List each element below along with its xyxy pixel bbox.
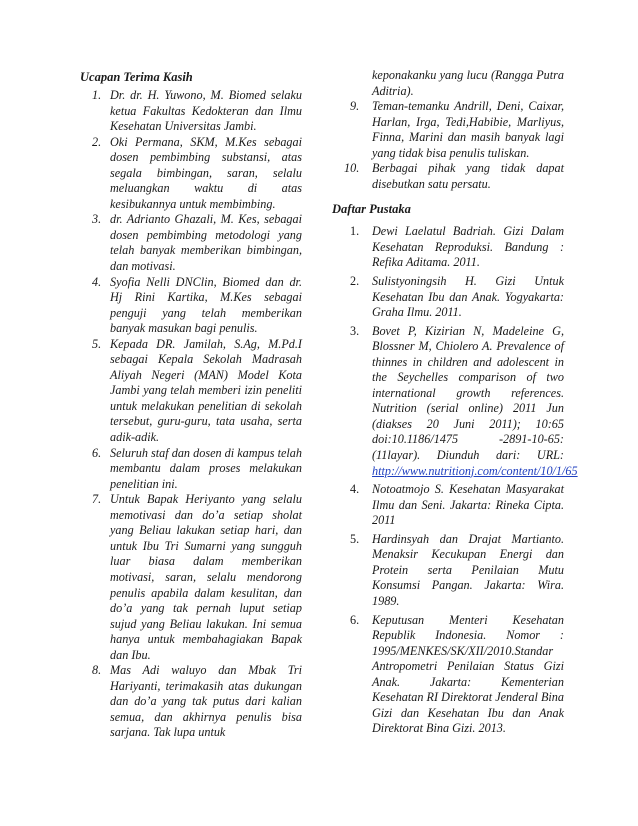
reference-item: [332, 224, 564, 271]
item-number: 6.: [92, 445, 102, 460]
list-item: [80, 337, 302, 446]
list-item: [80, 135, 302, 213]
item-number: 4.: [350, 482, 360, 497]
item-number: 8.: [92, 663, 102, 678]
item-text: Seluruh staf dan dosen di kampus telah membantu dalam proses melakukan penelitian ini.: [110, 445, 302, 491]
item-text: Dr. dr. H. Yuwono, M. Biomed selaku ketua Fakultas Kedokteran dan Ilmu Kesehatan Universitas Jambi.: [110, 88, 302, 134]
item-number: 2.: [350, 274, 360, 289]
list-item: [80, 446, 302, 493]
list-item: [332, 99, 564, 161]
list-item: [80, 275, 302, 337]
item-text: Untuk Bapak Heriyanto yang selalu memotivasi dan do’a setiap sholat yang Beliau lakukan setiap hari, dan untuk Ibu Tri Sumarni yang sungguh luar biasa dalam memberikan motivasi, saran, selalu mendorong penulis apabila dalam kesulitan, dan do’a yang tak pernah luput setiap sujud yang Beliau lakukan. Ini semua hanya untuk membahagiakan Bapak dan Ibu.: [110, 492, 302, 662]
reference-item: [332, 323, 578, 479]
item-text: Hardinsyah dan Drajat Martianto. Menaksir Kecukupan Energi dan Protein serta Penilaian Mutu Konsumsi Pangan. Jakarta: Wira. 1989.: [372, 531, 564, 608]
item-text: Bovet P, Kizirian N, Madeleine G, Blossner M, Chiolero A. Prevalence of thinnes in children and adolescent in the Seychelles comparison of two international growth references. Nutrition (serial online) 2011 Jun (diakses 20 Juni 2011); 10:65 doi:10.1186/1475 -2891-10-65: (11layar). Diunduh dari: URL:: [372, 323, 564, 463]
list-item: [80, 88, 302, 135]
item-text: Keputusan Menteri Kesehatan Republik Indonesia. Nomor : 1995/MENKES/SK/XII/2010.Standar Antropometri Penilaian Status Gizi Anak. Jakarta: Kementerian Kesehatan RI Direktorat Jenderal Bina Gizi dan Kesehatan Ibu dan Anak Direktorat Bina Gizi. 2013.: [372, 612, 564, 736]
item-number: 5.: [92, 336, 102, 351]
item-text: Mas Adi waluyo dan Mbak Tri Hariyanti, terimakasih atas dukungan dan do’a yang tak putus dari kalian semua, dan akhirnya penulis bisa sarjana. Tak lupa untuk: [110, 663, 302, 740]
item-text: Sulistyoningsih H. Gizi Untuk Kesehatan Ibu dan Anak. Yogyakarta: Graha Ilmu. 2011.: [372, 274, 564, 320]
reference-item: [332, 482, 564, 529]
item-text: dr. Adrianto Ghazali, M. Kes, sebagai dosen pembimbing metodologi yang telah banyak memberikan bimbingan, dan motivasi.: [110, 212, 302, 274]
list-item: [80, 492, 302, 663]
list-item: [332, 161, 564, 192]
acknowledgements-heading: Ucapan Terima Kasih: [80, 70, 193, 84]
item-number: 10.: [344, 161, 360, 176]
item-number: 7.: [92, 492, 102, 507]
item-number: 3.: [92, 212, 102, 227]
list-item-continuation: keponakanku yang lucu (Rangga Putra Aditria).: [372, 68, 564, 98]
list-item: [80, 663, 302, 741]
right-column: [332, 68, 578, 740]
item-number: 1.: [350, 224, 360, 239]
acknowledgements-list: [80, 88, 302, 741]
acknowledgements-list-continued: [332, 99, 564, 192]
reference-item: [332, 613, 564, 737]
reference-item: [332, 532, 564, 610]
item-number: 5.: [350, 531, 360, 546]
list-item: [80, 212, 302, 274]
left-column: [80, 68, 302, 741]
references-heading: Daftar Pustaka: [332, 202, 411, 217]
item-text: Kepada DR. Jamilah, S.Ag, M.Pd.I sebagai Kepala Sekolah Madrasah Aliyah Negeri (MAN) Model Kota Jambi yang telah memberi izin peneliti untuk melakukan penelitian di sekolah tersebut, guru-guru, tata usaha, serta adik-adik.: [110, 336, 302, 445]
reference-item: [332, 274, 564, 321]
item-number: 6.: [350, 612, 360, 627]
reference-url-link[interactable]: http://www.nutritionj.com/content/10/1/65: [372, 463, 578, 478]
item-text: Notoatmojo S. Kesehatan Masyarakat Ilmu dan Seni. Jakarta: Rineka Cipta. 2011: [372, 482, 564, 528]
item-number: 9.: [350, 99, 360, 114]
references-list: [332, 224, 578, 737]
item-text: Dewi Laelatul Badriah. Gizi Dalam Kesehatan Reproduksi. Bandung : Refika Aditama. 2011.: [372, 224, 564, 270]
item-number: 2.: [92, 134, 102, 149]
acknowledgement-continuation: [332, 68, 564, 99]
item-number: 3.: [350, 323, 360, 338]
item-text: Berbagai pihak yang tidak dapat disebutkan satu persatu.: [372, 161, 564, 191]
item-text: Teman-temanku Andrill, Deni, Caixar, Harlan, Irga, Tedi,Habibie, Marliyus, Finna, Marini dan masih banyak lagi yang tidak bisa penulis tuliskan.: [372, 99, 564, 160]
item-number: 4.: [92, 274, 102, 289]
item-text: Syofia Nelli DNClin, Biomed dan dr. Hj Rini Kartika, M.Kes sebagai penguji yang telah memberikan banyak masukan bagi penulis.: [110, 274, 302, 336]
item-number: 1.: [92, 88, 102, 102]
item-text: Oki Permana, SKM, M.Kes sebagai dosen pembimbing substansi, atas segala bimbingan, saran, selalu meluangkan waktu di atas kesibukannya untuk membimbing.: [110, 134, 302, 211]
